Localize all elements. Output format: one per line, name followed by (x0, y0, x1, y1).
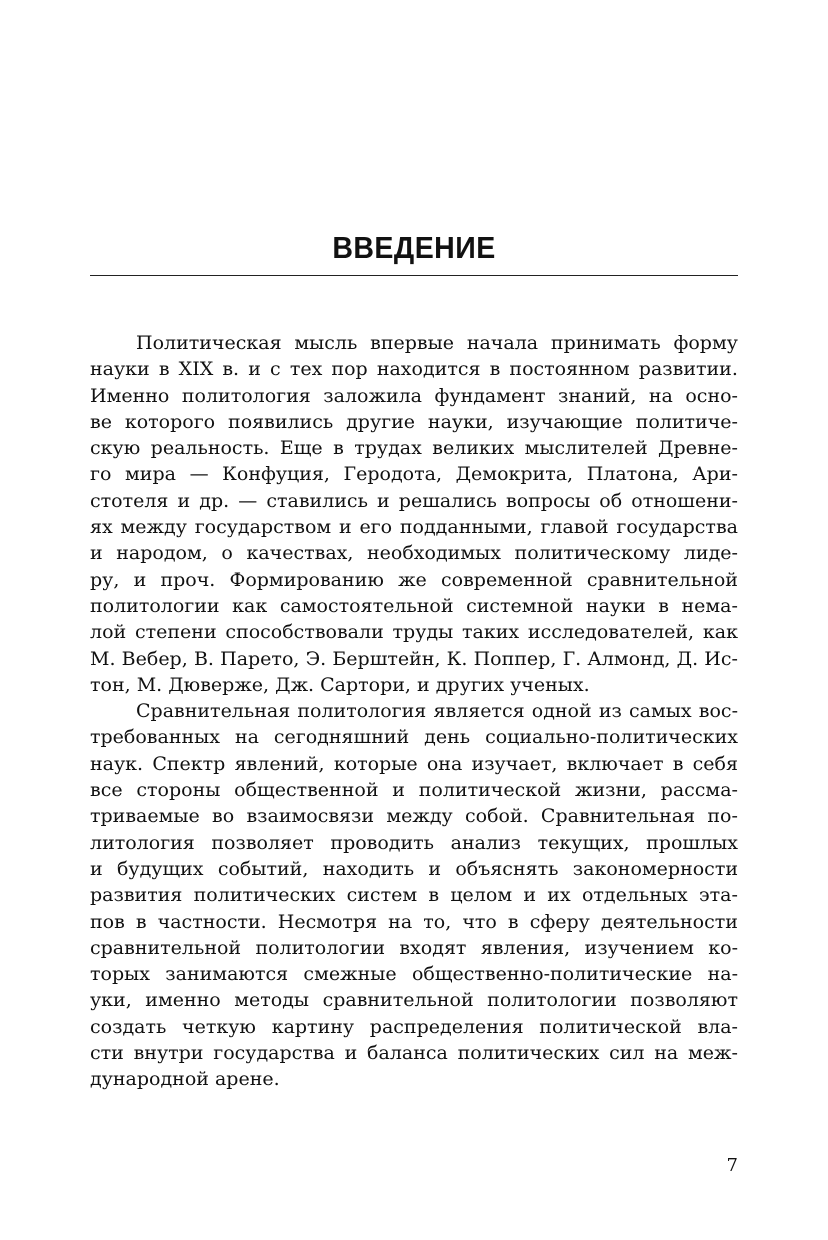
text-line: сравнительной политологии входят явления, изучением ко- (90, 936, 738, 959)
text-line: тон, М. Дюверже, Дж. Сартори, и других ученых. (90, 673, 590, 696)
text-line: все стороны общественной и политической жизни, рассма- (90, 779, 738, 802)
text-line: Именно политология заложила фундамент знаний, на осно- (90, 384, 738, 407)
text-line: наук. Спектр явлений, которые она изучает, включает в себя (90, 752, 738, 775)
text-line: ру, и проч. Формированию же современной сравнительной (90, 568, 738, 591)
text-line: развития политических систем в целом и их отдельных эта- (90, 884, 738, 907)
text-line: М. Вебер, В. Парето, Э. Берштейн, К. Поппер, Г. Алмонд, Д. Ис- (90, 647, 738, 670)
text-line: ве которого появились другие науки, изучающие политиче- (90, 410, 738, 433)
text-line: скую реальность. Еще в трудах великих мыслителей Древне- (90, 437, 738, 460)
heading-underline (90, 275, 738, 276)
text-line: и народом, о качествах, необходимых политическому лиде- (90, 542, 738, 565)
text-line: литология позволяет проводить анализ текущих, прошлых (90, 831, 738, 854)
text-line: уки, именно методы сравнительной политологии позволяют (90, 989, 738, 1012)
text-line: науки в XIX в. и с тех пор находится в постоянном развитии. (90, 358, 738, 381)
text-line: стотеля и др. — ставились и решались вопросы об отношени- (90, 489, 738, 512)
text-line: пов в частности. Несмотря на то, что в сферу деятельности (90, 910, 738, 933)
text-line: Политическая мысль впервые начала принимать форму (136, 332, 738, 354)
text-line: и будущих событий, находить и объяснять закономерности (90, 857, 738, 880)
text-line: ях между государством и его подданными, главой государства (90, 516, 738, 539)
text-line: Сравнительная политология является одной из самых вос- (136, 700, 738, 723)
text-line: требованных на сегодняшний день социально-политических (90, 726, 738, 749)
chapter-heading: ВВЕДЕНИЕ (332, 230, 496, 265)
text-line: политологии как самостоятельной системной науки в нема- (90, 594, 738, 617)
body-text (90, 330, 738, 1093)
text-line: создать четкую картину распределения политической вла- (90, 1015, 738, 1038)
text-line: триваемые во взаимосвязи между собой. Сравнительная по- (90, 805, 738, 828)
text-line: сти внутри государства и баланса политических сил на меж- (90, 1042, 738, 1065)
text-line: дународной арене. (90, 1068, 280, 1091)
text-line: торых занимаются смежные общественно-политические на- (90, 963, 738, 986)
text-line: лой степени способствовали труды таких исследователей, как (90, 621, 738, 644)
page-number: 7 (726, 1155, 738, 1176)
text-line: го мира — Конфуция, Геродота, Демокрита, Платона, Ари- (90, 463, 738, 486)
